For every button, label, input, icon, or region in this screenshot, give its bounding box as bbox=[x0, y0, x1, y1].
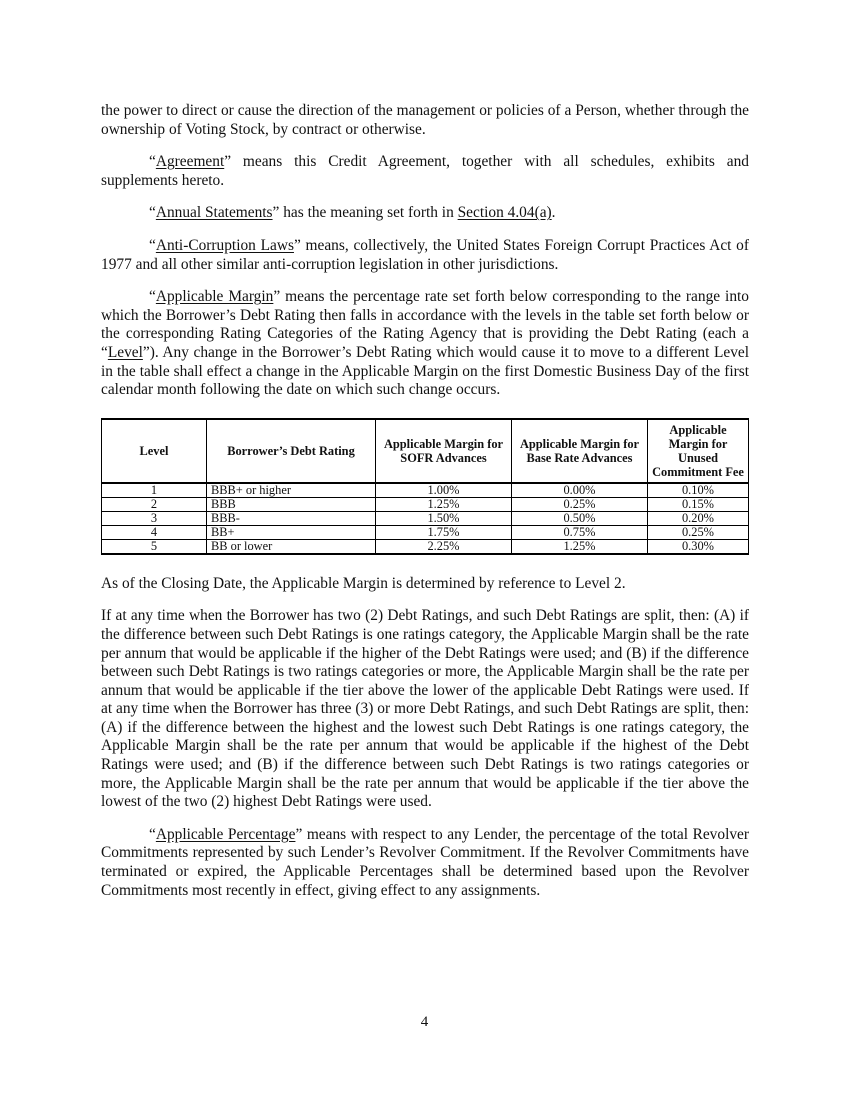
unused-fee-cell: 0.30% bbox=[648, 539, 749, 554]
sofr-margin-cell: 1.00% bbox=[376, 483, 512, 498]
base-rate-margin-cell: 1.25% bbox=[512, 539, 648, 554]
period: . bbox=[551, 204, 556, 222]
definition-anti-corruption-laws bbox=[101, 237, 749, 274]
table-header-row bbox=[102, 419, 749, 483]
column-header-debt-rating: Borrower’s Debt Rating bbox=[207, 419, 376, 483]
open-quote: “ bbox=[149, 153, 156, 171]
sofr-margin-cell: 2.25% bbox=[376, 539, 512, 554]
table-row bbox=[102, 525, 749, 539]
level-cell: 2 bbox=[102, 497, 207, 511]
paragraph-split-ratings: If at any time when the Borrower has two (2) Debt Ratings, and such Debt Ratings are split, then: (A) if the difference between such Debt Ratings is one ratings category, the Applicable Margin shall be the rate per annum that would be applicable if the higher of the Debt Ratings were used; and (B) if the difference between such Debt Ratings is two ratings categories or more, the Applicable Margin shall be the rate per annum that would be applicable if the tier above the lower of the applicable Debt Ratings were used. If at any time when the Borrower has three (3) or more Debt Ratings, and such Debt Ratings are split, then: (A) if the difference between the highest and the lowest such Debt Ratings is one ratings category, the Applicable Margin shall be the rate per annum that would be applicable if the highest of the Debt Ratings were used; and (B) if the difference between such Debt Ratings is two ratings categories or more, the Applicable Margin shall be the rate per annum that would be applicable if the tier above the lowest of the two (2) highest Debt Ratings were used. bbox=[101, 607, 749, 811]
table-row bbox=[102, 483, 749, 498]
debt-rating-cell: BB or lower bbox=[207, 539, 376, 554]
level-cell: 1 bbox=[102, 483, 207, 498]
unused-fee-cell: 0.25% bbox=[648, 525, 749, 539]
column-header-unused-commitment-fee: Applicable Margin for Unused Commitment Fee bbox=[648, 419, 749, 483]
base-rate-margin-cell: 0.00% bbox=[512, 483, 648, 498]
debt-rating-cell: BB+ bbox=[207, 525, 376, 539]
applicable-margin-table bbox=[101, 418, 749, 555]
open-quote: “ bbox=[149, 288, 156, 306]
open-quote: “ bbox=[149, 825, 156, 843]
unused-fee-cell: 0.10% bbox=[648, 483, 749, 498]
defined-term-annual-statements: Annual Statements bbox=[155, 204, 273, 222]
definition-annual-statements bbox=[101, 204, 749, 223]
debt-rating-cell: BBB bbox=[207, 497, 376, 511]
table-row bbox=[102, 539, 749, 554]
definition-applicable-percentage bbox=[101, 826, 749, 900]
defined-term-applicable-percentage: Applicable Percentage bbox=[155, 825, 296, 843]
sofr-margin-cell: 1.50% bbox=[376, 511, 512, 525]
debt-rating-cell: BBB+ or higher bbox=[207, 483, 376, 498]
definition-text: ” means with respect to any Lender, the percentage of the total Revolver Commitments represented by such Lender’s Revolver Commitment. If the Revolver Commitments have terminated or expired, the Applicable Percentages shall be determined based upon the Revolver Commitments most recently in effect, giving effect to any assignments. bbox=[101, 825, 749, 899]
defined-term-agreement: Agreement bbox=[155, 153, 225, 171]
definition-text: ”). Any change in the Borrower’s Debt Rating which would cause it to move to a different Level in the table shall effect a change in the Applicable Margin on the first Domestic Business Day of the first calendar month following the date on which such change occurs. bbox=[101, 343, 749, 399]
paragraph-closing-date-level: As of the Closing Date, the Applicable Margin is determined by reference to Level 2. bbox=[101, 574, 626, 592]
unused-fee-cell: 0.20% bbox=[648, 511, 749, 525]
column-header-level: Level bbox=[102, 419, 207, 483]
unused-fee-cell: 0.15% bbox=[648, 497, 749, 511]
defined-term-applicable-margin: Applicable Margin bbox=[155, 288, 274, 306]
section-reference: Section 4.04(a) bbox=[457, 204, 552, 222]
definition-agreement bbox=[101, 153, 749, 190]
definition-applicable-margin bbox=[101, 288, 749, 400]
definition-text: ” has the meaning set forth in bbox=[272, 204, 458, 222]
open-quote: “ bbox=[149, 236, 156, 254]
table-row bbox=[102, 511, 749, 525]
column-header-base-rate-margin: Applicable Margin for Base Rate Advances bbox=[512, 419, 648, 483]
paragraph-control-definition-end: the power to direct or cause the direction of the management or policies of a Person, whether through the ownership of Voting Stock, by contract or otherwise. bbox=[101, 102, 749, 138]
level-cell: 3 bbox=[102, 511, 207, 525]
sofr-margin-cell: 1.75% bbox=[376, 525, 512, 539]
base-rate-margin-cell: 0.25% bbox=[512, 497, 648, 511]
level-cell: 5 bbox=[102, 539, 207, 554]
sofr-margin-cell: 1.25% bbox=[376, 497, 512, 511]
defined-term-anti-corruption-laws: Anti-Corruption Laws bbox=[155, 236, 294, 254]
document-page bbox=[101, 102, 749, 914]
open-quote: “ bbox=[149, 204, 156, 222]
definition-text: ” means, collectively, the United States Foreign Corrupt Practices Act of 1977 and all other similar anti-corruption legislation in other jurisdictions. bbox=[101, 236, 749, 273]
column-header-sofr-margin: Applicable Margin for SOFR Advances bbox=[376, 419, 512, 483]
base-rate-margin-cell: 0.75% bbox=[512, 525, 648, 539]
defined-term-level: Level bbox=[107, 343, 143, 361]
table-row bbox=[102, 497, 749, 511]
debt-rating-cell: BBB- bbox=[207, 511, 376, 525]
definition-text: ” means the percentage rate set forth below corresponding to the range into which the Borrower’s Debt Rating then falls in accordance with the levels in the table set forth below or the corresponding Rating Categories of the Rating Agency that is providing the Debt Rating (each a “ bbox=[101, 288, 749, 361]
level-cell: 4 bbox=[102, 525, 207, 539]
base-rate-margin-cell: 0.50% bbox=[512, 511, 648, 525]
page-number: 4 bbox=[420, 1014, 429, 1030]
definition-text: ” means this Credit Agreement, together with all schedules, exhibits and supplements hereto. bbox=[101, 153, 749, 189]
